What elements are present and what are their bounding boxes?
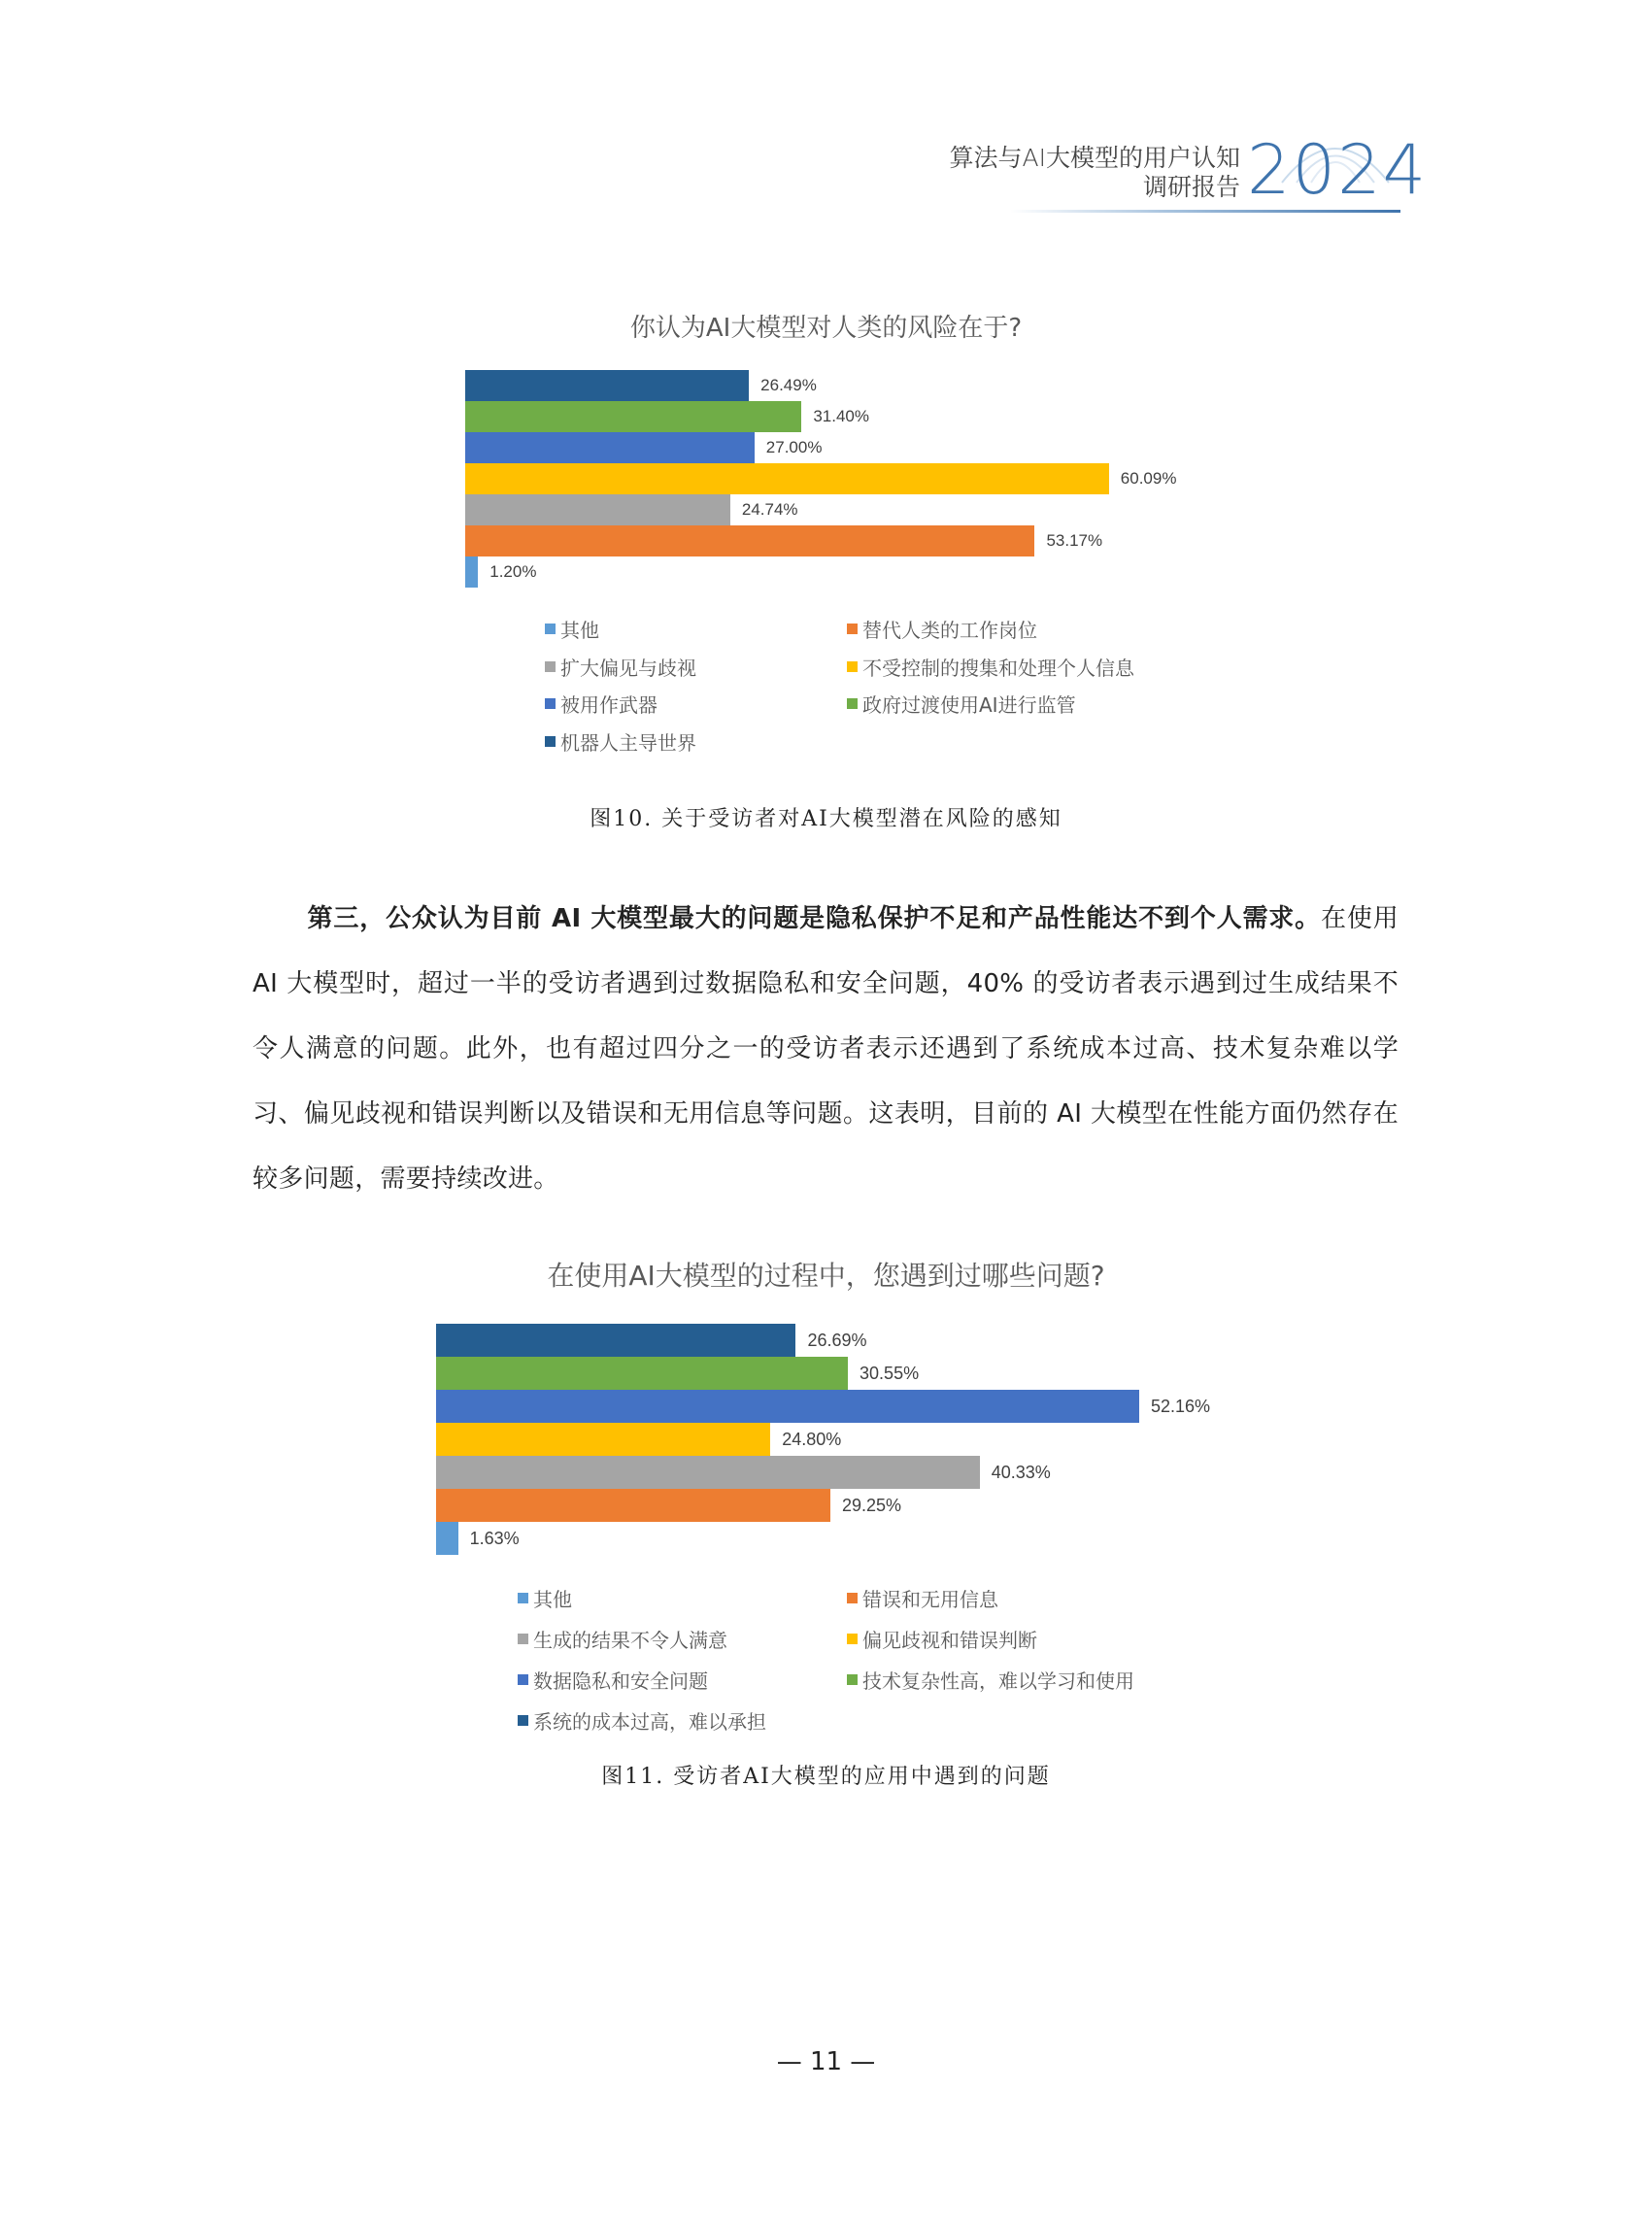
bar	[436, 1390, 1139, 1423]
bar-value-label: 26.69%	[807, 1331, 867, 1350]
legend-label: 错误和无用信息	[862, 1588, 998, 1611]
legend-label: 偏见歧视和错误判断	[862, 1629, 1037, 1652]
legend-swatch-icon	[545, 736, 556, 747]
legend-swatch-icon	[847, 624, 858, 634]
bar-value-label: 24.74%	[741, 500, 798, 519]
bar	[465, 401, 801, 432]
report-title-line2: 调研报告	[1142, 173, 1240, 201]
legend-swatch-icon	[545, 698, 556, 709]
legend-swatch-icon	[545, 624, 556, 634]
legend-swatch-icon	[847, 661, 858, 672]
legend-swatch-icon	[847, 1593, 858, 1603]
chart-title: 在使用AI大模型的过程中，您遇到过哪些问题?	[547, 1260, 1105, 1292]
bar	[436, 1357, 848, 1390]
legend-item	[847, 1625, 1037, 1653]
paragraph-lead: 第三，公众认为目前 AI 大模型最大的问题是隐私保护不足和产品性能达不到个人需求。	[307, 904, 1322, 933]
legend-swatch-icon	[518, 1634, 528, 1644]
legend-item	[545, 653, 696, 681]
legend-swatch-icon	[847, 1634, 858, 1644]
legend-item	[847, 653, 1134, 681]
bar	[436, 1522, 458, 1555]
legend-item	[847, 1666, 1134, 1694]
legend-label: 其他	[533, 1588, 572, 1611]
bar-value-label: 40.33%	[991, 1463, 1051, 1482]
bar-value-label: 52.16%	[1150, 1397, 1211, 1416]
bar	[465, 463, 1109, 494]
legend-item	[518, 1584, 572, 1612]
bar	[436, 1324, 795, 1357]
legend-label: 其他	[560, 619, 599, 642]
bar	[465, 556, 478, 588]
legend-item	[847, 690, 1076, 718]
body-paragraph	[253, 887, 1399, 1212]
report-title-line1: 算法与AI大模型的用户认知	[949, 144, 1240, 172]
bar-value-label: 24.80%	[782, 1430, 842, 1449]
header-divider	[1010, 210, 1400, 213]
bar-value-label: 29.25%	[841, 1496, 902, 1515]
legend-label: 数据隐私和安全问题	[533, 1669, 708, 1693]
bar	[436, 1423, 770, 1456]
legend-item	[545, 615, 599, 643]
bar	[436, 1489, 830, 1522]
bar-value-label: 27.00%	[765, 438, 823, 456]
legend-swatch-icon	[518, 1715, 528, 1726]
legend-label: 不受控制的搜集和处理个人信息	[862, 656, 1134, 680]
legend-item	[518, 1625, 727, 1653]
legend-label: 政府过渡使用AI进行监管	[862, 693, 1076, 717]
bar-value-label: 30.55%	[860, 1364, 920, 1383]
legend-item	[545, 690, 657, 718]
bar	[465, 370, 749, 401]
legend-item	[545, 727, 696, 756]
legend-item	[847, 615, 1037, 643]
legend-swatch-icon	[847, 1674, 858, 1685]
bar-value-label: 31.40%	[813, 407, 869, 425]
bar-value-label: 1.20%	[489, 562, 537, 581]
paragraph-text: 在使用 AI 大模型时，超过一半的受访者遇到过数据隐私和安全问题，40% 的受访者表示遇到过生成结果不令人满意的问题。此外，也有超过四分之一的受访者表示还遇到了系统成本过高、技术复杂难以学习、偏见歧视和错误判断以及错误和无用信息等问题。这表明，目前的 AI 大模型在性能方面仍然存在较多问题，需要持续改进。	[253, 904, 1399, 1194]
legend-item	[847, 1584, 998, 1612]
legend-label: 被用作武器	[560, 693, 657, 717]
bar-value-label: 1.63%	[469, 1529, 520, 1548]
legend-swatch-icon	[545, 661, 556, 672]
report-year: 2024	[1247, 130, 1429, 210]
report-title	[950, 144, 1240, 202]
bar	[465, 525, 1034, 556]
legend-label: 生成的结果不令人满意	[533, 1629, 727, 1652]
bar	[436, 1456, 980, 1489]
legend-swatch-icon	[518, 1593, 528, 1603]
page-number: — 11 —	[776, 2047, 876, 2076]
legend-swatch-icon	[847, 698, 858, 709]
bar	[465, 494, 730, 525]
legend-item	[518, 1666, 708, 1694]
legend-label: 技术复杂性高，难以学习和使用	[862, 1669, 1134, 1693]
bar-value-label: 26.49%	[760, 376, 817, 394]
figure-caption: 图11. 受访者AI大模型的应用中遇到的问题	[601, 1765, 1051, 1789]
figure-caption: 图10. 关于受访者对AI大模型潜在风险的感知	[590, 807, 1062, 831]
bar	[465, 432, 755, 463]
legend-label: 系统的成本过高，难以承担	[533, 1710, 766, 1734]
legend-label: 替代人类的工作岗位	[862, 619, 1037, 642]
legend-label: 扩大偏见与歧视	[560, 656, 696, 680]
legend-item	[518, 1706, 766, 1735]
bar-value-label: 60.09%	[1120, 469, 1177, 488]
legend-label: 机器人主导世界	[560, 730, 696, 755]
bar-value-label: 53.17%	[1046, 531, 1103, 550]
legend-swatch-icon	[518, 1674, 528, 1685]
chart-title: 你认为AI大模型对人类的风险在于?	[629, 314, 1023, 343]
